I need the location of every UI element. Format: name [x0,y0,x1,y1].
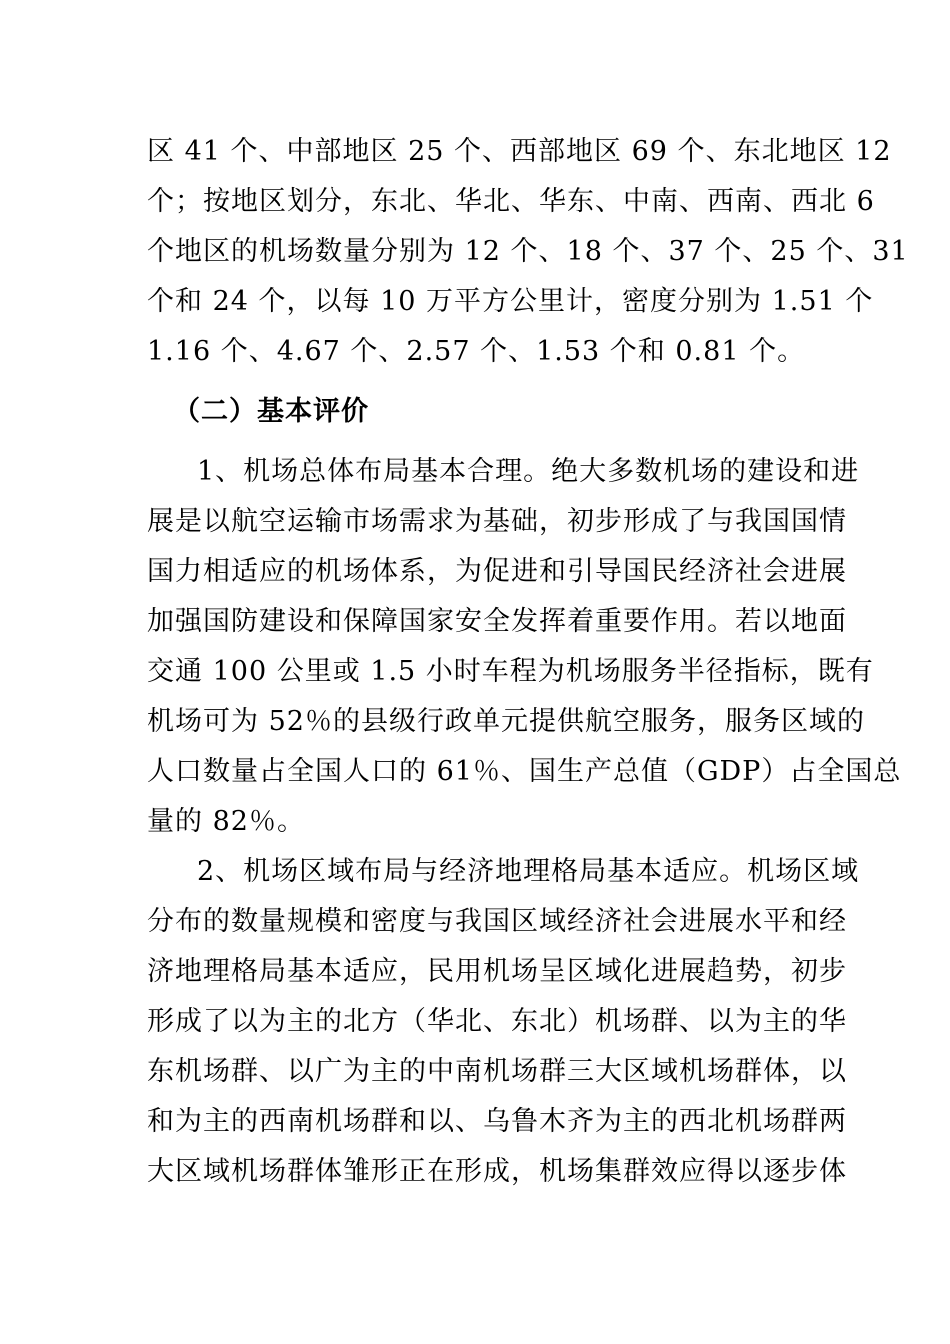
text-line: 济地理格局基本适应，民用机场呈区域化进展趋势，初步 [147,956,847,987]
text-line: 东机场群、以广为主的中南机场群三大区域机场群体，以 [147,1056,847,1087]
text-line: 量的 82％。 [147,806,305,837]
text-line: 区 41 个、中部地区 25 个、西部地区 69 个、东北地区 12 [147,136,892,167]
text-line: 1.16 个、4.67 个、2.57 个、1.53 个和 0.81 个。 [147,336,806,367]
text-line: 个和 24 个，以每 10 万平方公里计，密度分别为 1.51 个 [147,286,874,317]
text-line: 分布的数量规模和密度与我国区域经济社会进展水平和经 [147,906,847,937]
text-line: 和为主的西南机场群和以、乌鲁木齐为主的西北机场群两 [147,1106,847,1137]
text-line: 交通 100 公里或 1.5 小时车程为机场服务半径指标，既有 [147,656,874,687]
text-line: 形成了以为主的北方（华北、东北）机场群、以为主的华 [147,1006,847,1037]
text-line: 机场可为 52％的县级行政单元提供航空服务，服务区域的 [147,706,865,737]
paragraph-2-first-line: 2、机场区域布局与经济地理格局基本适应。机场区域 [197,856,860,887]
text-line: 展是以航空运输市场需求为基础，初步形成了与我国国情 [147,506,847,537]
text-line: 大区域机场群体雏形正在形成，机场集群效应得以逐步体 [147,1156,847,1187]
text-line: 个地区的机场数量分别为 12 个、18 个、37 个、25 个、31 [147,236,909,267]
text-line: 加强国防建设和保障国家安全发挥着重要作用。若以地面 [147,606,847,637]
paragraph-1-first-line: 1、机场总体布局基本合理。绝大多数机场的建设和进 [197,456,860,487]
text-line: 人口数量占全国人口的 61％、国生产总值（GDP）占全国总 [147,756,902,787]
text-line: 个；按地区划分，东北、华北、华东、中南、西南、西北 6 [147,186,875,217]
text-line: 国力相适应的机场体系，为促进和引导国民经济社会进展 [147,556,847,587]
section-heading: （二）基本评价 [173,396,369,427]
